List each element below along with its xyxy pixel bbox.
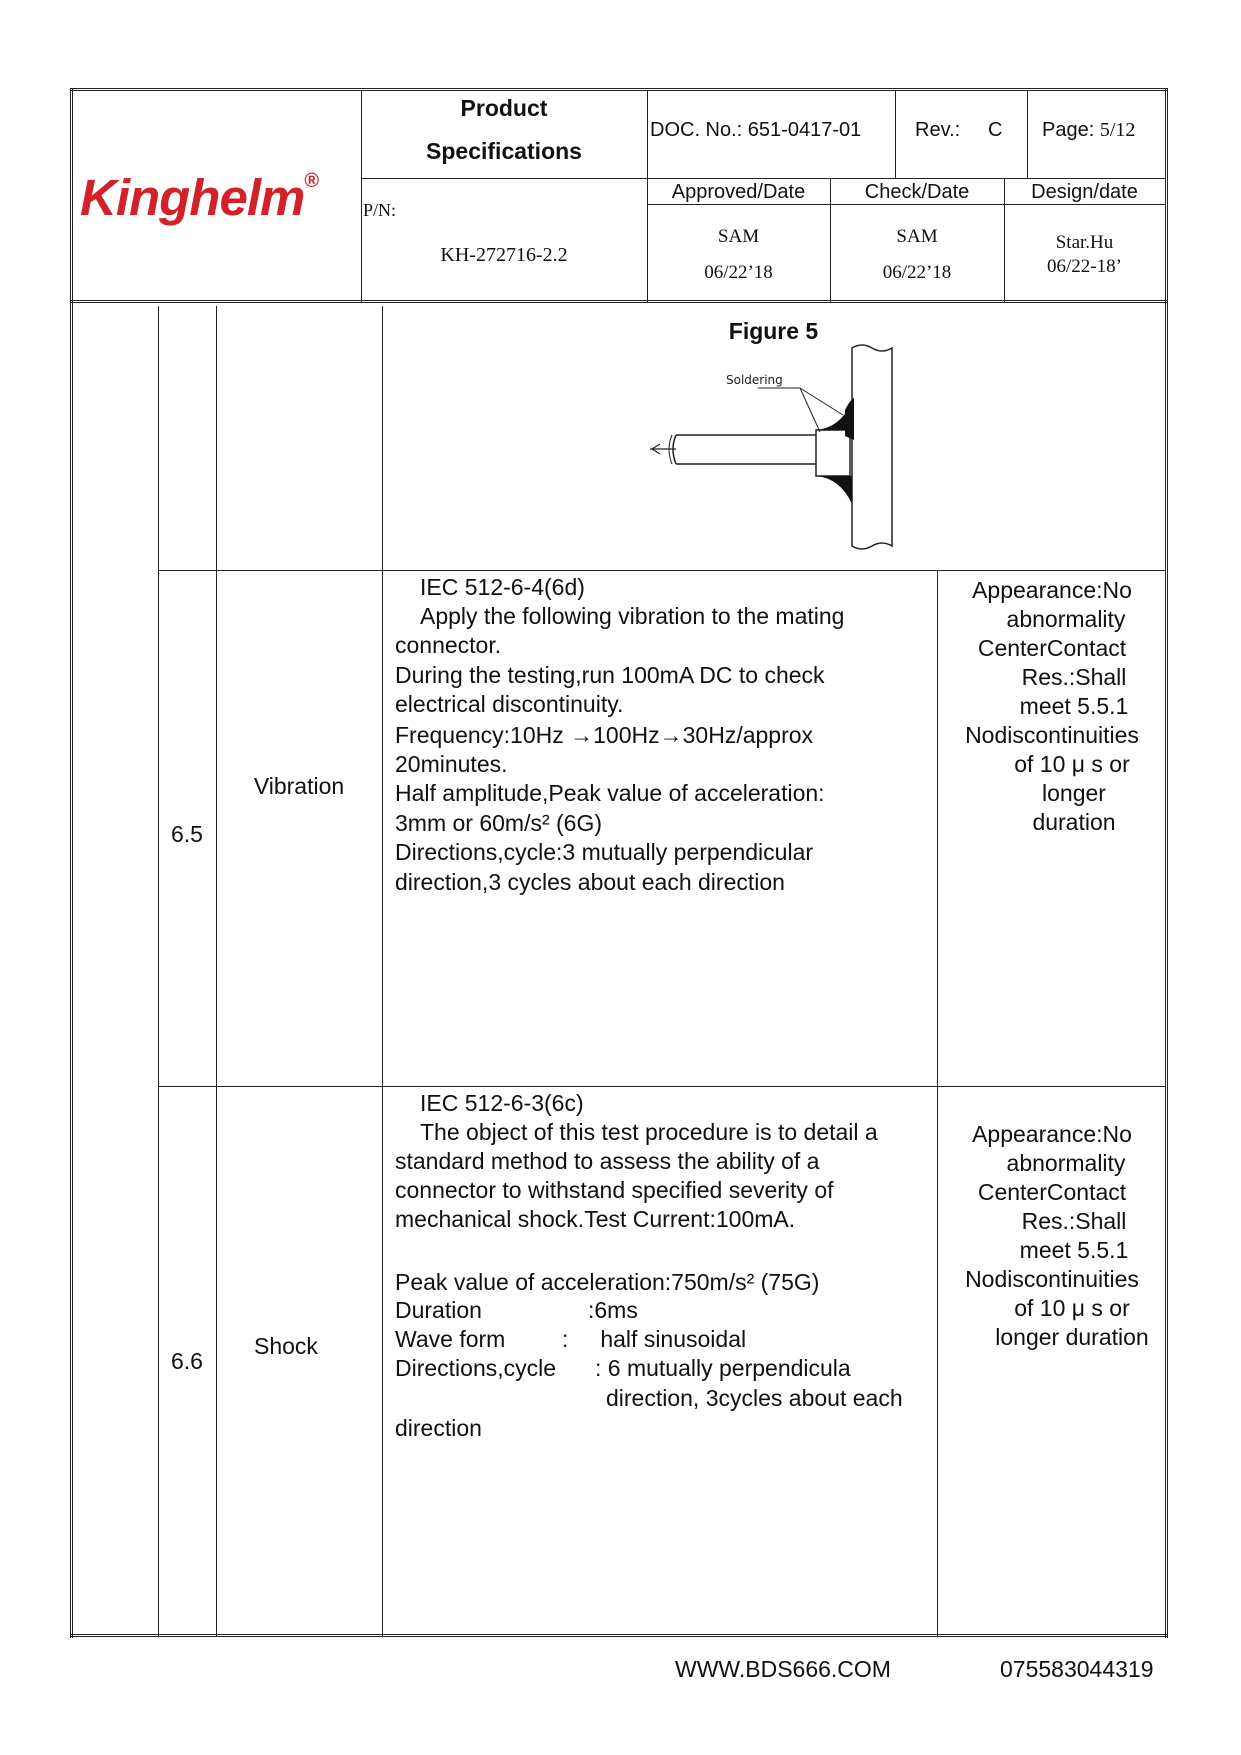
req-line: of 10 μ s or — [1014, 1295, 1130, 1321]
row-6-5-line: Half amplitude,Peak value of acceleration: — [395, 780, 825, 806]
req-line: abnormality — [1006, 606, 1126, 632]
row-6-6-wave-value: : half sinusoidal — [562, 1326, 747, 1352]
req-line: meet 5.5.1 — [1019, 693, 1129, 719]
req-line: Appearance:No — [972, 577, 1132, 603]
outer-left-border — [70, 88, 73, 1638]
row-6-5-line: 20minutes. — [395, 751, 508, 777]
check-date: 06/22’18 — [882, 262, 952, 283]
body-divider — [216, 306, 217, 1636]
req-line: duration — [1032, 809, 1116, 835]
row-6-6-wave-label: Wave form — [395, 1326, 506, 1352]
check-name: SAM — [896, 226, 938, 247]
row-6-6-dir-value3: direction — [395, 1415, 482, 1441]
check-label: Check/Date — [864, 181, 970, 203]
row-6-6-standard: IEC 512-6-3(6c) — [420, 1090, 584, 1116]
row-6-6-line: connector to withstand specified severity of — [395, 1177, 834, 1203]
header-top-border — [70, 88, 1168, 91]
soldering-diagram — [640, 340, 900, 555]
title-line2: Specifications — [426, 138, 582, 164]
rev-label: Rev.: — [915, 119, 961, 141]
row-divider — [158, 1086, 1165, 1087]
rev-value: C — [988, 119, 1003, 141]
body-divider — [937, 570, 938, 1636]
row-6-6-duration-value: :6ms — [588, 1297, 638, 1323]
row-6-6-number: 6.6 — [171, 1348, 203, 1374]
req-line: Res.:Shall — [1021, 1208, 1127, 1234]
body-divider — [382, 306, 383, 1636]
page-number: Page: 5/12 — [1042, 119, 1136, 141]
design-name: Star.Hu — [1055, 232, 1114, 253]
req-line: CenterContact — [977, 1179, 1127, 1205]
body-divider — [158, 306, 159, 1636]
design-date: 06/22-18’ — [1047, 256, 1122, 277]
row-6-5-line: Frequency:10Hz →100Hz→30Hz/approx — [395, 722, 814, 748]
req-line: longer duration — [995, 1324, 1149, 1350]
req-line: longer — [1042, 780, 1106, 806]
row-6-6-line: mechanical shock.Test Current:100mA. — [395, 1206, 796, 1232]
row-6-6-line: The object of this test procedure is to detail a — [420, 1119, 878, 1145]
req-line: abnormality — [1006, 1150, 1126, 1176]
row-6-5-requirement — [941, 576, 1163, 837]
title-line1: Product — [460, 95, 548, 121]
header-divider — [1027, 90, 1028, 178]
row-6-5-standard: IEC 512-6-4(6d) — [420, 574, 585, 600]
row-6-5-line: connector. — [395, 632, 502, 658]
req-line: Nodiscontinuities — [965, 1266, 1139, 1292]
row-6-6-duration-label: Duration — [395, 1297, 482, 1323]
req-line: CenterContact — [977, 635, 1127, 661]
body-bottom-border — [70, 1634, 1168, 1637]
row-6-6-dir-value: : 6 mutually perpendicula — [595, 1355, 851, 1381]
row-6-5-line: 3mm or 60m/s² (6G) — [395, 810, 603, 836]
row-6-6-dir-value2: direction, 3cycles about each — [606, 1385, 903, 1411]
row-6-5-line: Directions,cycle:3 mutually perpendicular — [395, 839, 814, 865]
row-6-5-line: During the testing,run 100mA DC to check — [395, 662, 825, 688]
footer-phone: 075583044319 — [1000, 1656, 1154, 1682]
row-6-5-line: electrical discontinuity. — [395, 691, 624, 717]
req-line: meet 5.5.1 — [1019, 1237, 1129, 1263]
row-6-6-dir-label: Directions,cycle — [395, 1355, 557, 1381]
approved-label: Approved/Date — [671, 181, 806, 203]
design-label: Design/date — [1031, 181, 1138, 203]
req-line: of 10 μ s or — [1014, 751, 1130, 777]
row-6-6-line: standard method to assess the ability of a — [395, 1148, 820, 1174]
req-line: Appearance:No — [972, 1121, 1132, 1147]
footer-website: WWW.BDS666.COM — [675, 1656, 891, 1682]
outer-right-border — [1165, 88, 1168, 1638]
header-divider — [647, 204, 1165, 205]
pn-label: P/N: — [363, 200, 397, 220]
doc-number: DOC. No.: 651-0417-01 — [650, 119, 862, 141]
row-6-5-item: Vibration — [253, 773, 345, 799]
row-6-5-line: direction,3 cycles about each direction — [395, 869, 785, 895]
approved-date: 06/22’18 — [704, 262, 773, 283]
row-6-6-item: Shock — [254, 1333, 318, 1359]
pn-value: KH-272716-2.2 — [440, 244, 568, 266]
row-6-6-requirement — [941, 1120, 1163, 1352]
req-line: Res.:Shall — [1021, 664, 1127, 690]
row-6-6-peak: Peak value of acceleration:750m/s² (75G) — [395, 1269, 820, 1295]
row-divider — [158, 570, 1165, 571]
header-divider — [361, 178, 1165, 179]
row-6-5-line: Apply the following vibration to the mating — [420, 603, 845, 629]
figure-title: Figure 5 — [728, 318, 819, 344]
company-logo: Kinghelm® — [80, 169, 319, 226]
row-6-5-number: 6.5 — [171, 821, 203, 847]
soldering-label: Soldering — [726, 373, 783, 387]
header-divider — [895, 90, 896, 178]
approved-name: SAM — [717, 226, 760, 247]
req-line: Nodiscontinuities — [965, 722, 1139, 748]
